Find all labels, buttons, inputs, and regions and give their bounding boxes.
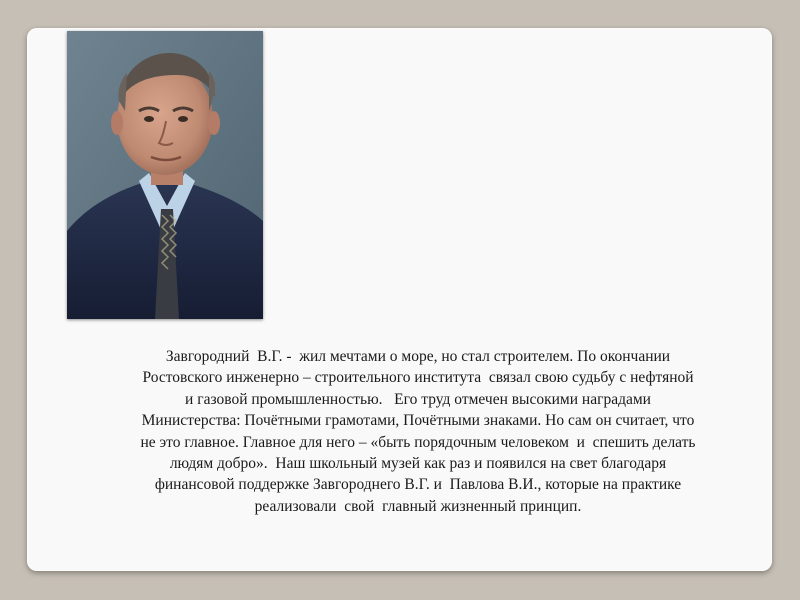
bio-line-8: реализовали свой главный жизненный принцип. bbox=[254, 497, 582, 515]
bio-line-5: не это главное. Главное для него – «быть порядочным человеком и спешить делать bbox=[140, 433, 696, 451]
portrait-photo bbox=[67, 31, 263, 319]
bio-line-3: и газовой промышленностью. Его труд отмечен высокими наградами bbox=[185, 390, 651, 408]
bio-line-7: финансовой поддержке Завгороднего В.Г. и Павлова В.И., которые на практике bbox=[154, 476, 682, 494]
biography-text bbox=[86, 346, 750, 517]
bio-line-2: Ростовского инженерно – строительного института связал свою судьбу с нефтяной bbox=[142, 369, 694, 387]
bio-line-4: Министерства: Почётными грамотами, Почётными знаками. Но сам он считает, что bbox=[141, 412, 695, 430]
bio-line-6: людям добро». Наш школьный музей как раз и появился на свет благодаря bbox=[169, 455, 667, 473]
bio-line-1: Завгородний В.Г. - жил мечтами о море, но стал строителем. По окончании bbox=[165, 348, 671, 365]
